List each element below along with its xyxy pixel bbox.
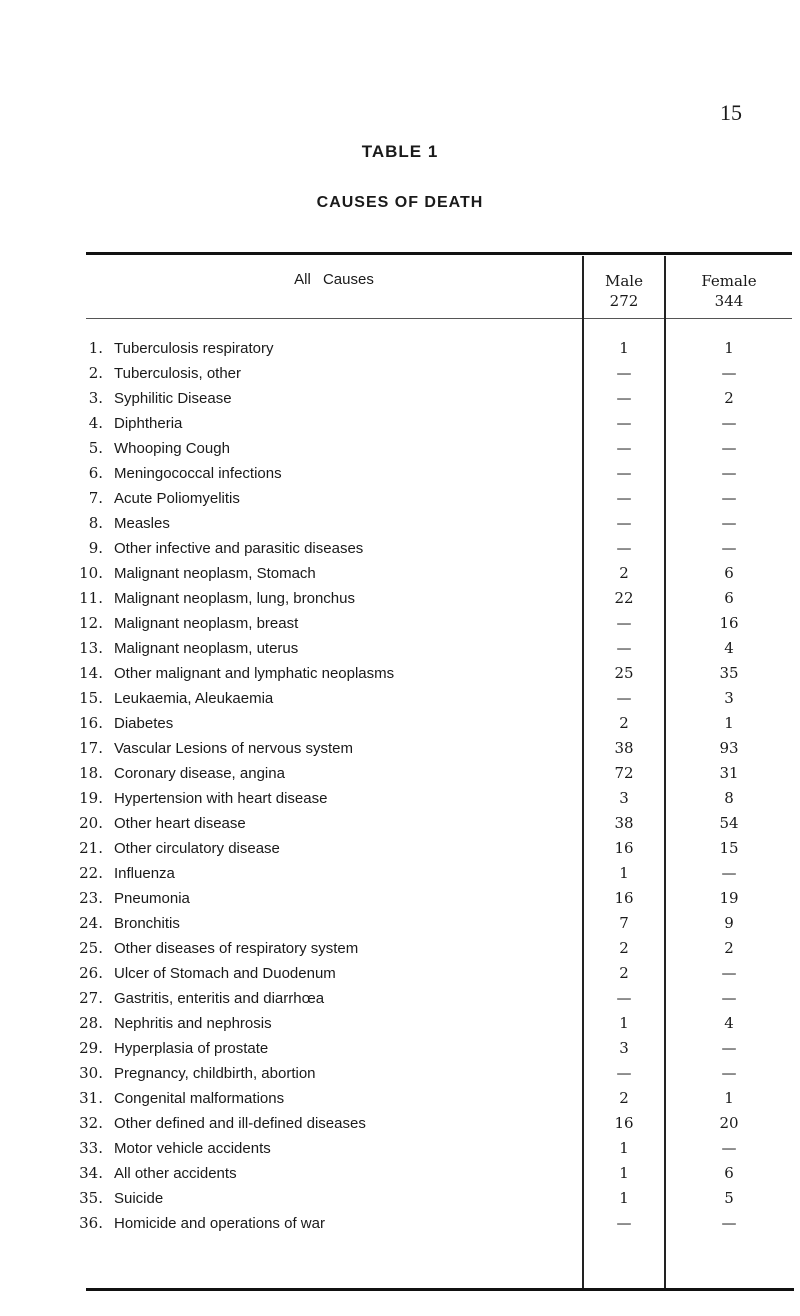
female-count: 6 xyxy=(724,1164,734,1182)
cause-label: Other diseases of respiratory system xyxy=(114,940,362,957)
cause-cell xyxy=(114,1036,574,1061)
table-row xyxy=(0,386,800,411)
cause-cell xyxy=(114,961,574,986)
table-row xyxy=(0,536,800,561)
table-row xyxy=(0,686,800,711)
male-count: — xyxy=(616,989,632,1007)
table-row xyxy=(0,661,800,686)
table-row xyxy=(0,1136,800,1161)
cause-label: Whooping Cough xyxy=(114,440,234,457)
male-count: 38 xyxy=(614,739,634,757)
cause-cell xyxy=(114,1111,574,1136)
cause-cell xyxy=(114,436,574,461)
row-number: 10. xyxy=(79,564,103,582)
cause-label: Malignant neoplasm, breast xyxy=(114,615,302,632)
row-number: 30. xyxy=(79,1064,103,1082)
row-number: 5. xyxy=(88,439,103,457)
cause-cell xyxy=(114,836,574,861)
female-count: 6 xyxy=(724,564,734,582)
table-row xyxy=(0,711,800,736)
female-count: — xyxy=(721,514,737,532)
table-row xyxy=(0,986,800,1011)
male-count: — xyxy=(616,464,632,482)
cause-cell xyxy=(114,911,574,936)
row-number: 16. xyxy=(79,714,103,732)
female-count: — xyxy=(721,864,737,882)
male-count: 16 xyxy=(614,1114,634,1132)
cause-cell xyxy=(114,486,574,511)
cause-label: Malignant neoplasm, lung, bronchus xyxy=(114,590,359,607)
cause-label: Tuberculosis, other xyxy=(114,365,245,382)
male-count: 16 xyxy=(614,839,634,857)
header-underline-male xyxy=(584,318,664,319)
row-number: 14. xyxy=(79,664,103,682)
table-row xyxy=(0,811,800,836)
cause-cell xyxy=(114,1011,574,1036)
male-count: 22 xyxy=(614,589,634,607)
cause-cell xyxy=(114,636,574,661)
cause-cell xyxy=(114,1136,574,1161)
female-total: 344 xyxy=(714,292,744,310)
male-count: — xyxy=(616,414,632,432)
female-count: 5 xyxy=(724,1189,734,1207)
cause-cell xyxy=(114,1211,574,1236)
male-count: 1 xyxy=(619,1014,629,1032)
cause-cell xyxy=(114,1086,574,1111)
cause-label: Other heart disease xyxy=(114,815,250,832)
cause-label: Other defined and ill-defined diseases xyxy=(114,1115,370,1132)
female-count: 3 xyxy=(724,689,734,707)
row-number: 8. xyxy=(88,514,103,532)
cause-cell xyxy=(114,661,574,686)
female-count: 35 xyxy=(719,664,739,682)
female-count: — xyxy=(721,539,737,557)
cause-cell xyxy=(114,686,574,711)
row-number: 34. xyxy=(79,1164,103,1182)
male-count: — xyxy=(616,439,632,457)
cause-cell xyxy=(114,886,574,911)
female-count: — xyxy=(721,1064,737,1082)
table-row xyxy=(0,1011,800,1036)
row-number: 2. xyxy=(88,364,103,382)
cause-label: Nephritis and nephrosis xyxy=(114,1015,276,1032)
male-count: — xyxy=(616,689,632,707)
cause-cell xyxy=(114,361,574,386)
row-number: 15. xyxy=(79,689,103,707)
cause-label: Diabetes xyxy=(114,715,177,732)
cause-cell xyxy=(114,1061,574,1086)
male-count: 1 xyxy=(619,1189,629,1207)
table-row xyxy=(0,911,800,936)
table-row xyxy=(0,736,800,761)
female-count: 54 xyxy=(719,814,739,832)
row-number: 26. xyxy=(79,964,103,982)
cause-label: Suicide xyxy=(114,1190,167,1207)
male-count: — xyxy=(616,514,632,532)
cause-label: Tuberculosis respiratory xyxy=(114,340,278,357)
cause-label: Gastritis, enteritis and diarrhœa xyxy=(114,990,328,1007)
female-count: — xyxy=(721,439,737,457)
cause-label: Leukaemia, Aleukaemia xyxy=(114,690,277,707)
female-header-label: Female xyxy=(701,272,757,290)
table-row xyxy=(0,1036,800,1061)
all-causes-header: All Causes xyxy=(294,271,374,288)
row-number: 4. xyxy=(88,414,103,432)
table-row xyxy=(0,486,800,511)
cause-label: Other circulatory disease xyxy=(114,840,284,857)
cause-label: Influenza xyxy=(114,865,179,882)
cause-cell xyxy=(114,1161,574,1186)
row-number: 3. xyxy=(88,389,103,407)
female-count: — xyxy=(721,1214,737,1232)
row-number: 36. xyxy=(79,1214,103,1232)
cause-label: Pregnancy, childbirth, abortion xyxy=(114,1065,320,1082)
male-header xyxy=(584,271,664,311)
cause-cell xyxy=(114,411,574,436)
cause-cell xyxy=(114,1186,574,1211)
row-number: 19. xyxy=(79,789,103,807)
table-row xyxy=(0,836,800,861)
table-subtitle: CAUSES OF DEATH xyxy=(316,194,484,211)
table-row xyxy=(0,611,800,636)
male-count: 1 xyxy=(619,1164,629,1182)
row-number: 11. xyxy=(79,589,103,607)
table-row xyxy=(0,586,800,611)
cause-cell xyxy=(114,986,574,1011)
row-number: 17. xyxy=(79,739,103,757)
cause-cell xyxy=(114,811,574,836)
female-count: — xyxy=(721,989,737,1007)
female-count: 4 xyxy=(724,639,734,657)
row-number: 18. xyxy=(79,764,103,782)
cause-cell xyxy=(114,786,574,811)
male-count: 25 xyxy=(614,664,634,682)
row-number: 20. xyxy=(79,814,103,832)
female-count: 2 xyxy=(724,939,734,957)
table-row xyxy=(0,1186,800,1211)
female-count: 1 xyxy=(724,1089,734,1107)
row-number: 29. xyxy=(79,1039,103,1057)
cause-label: Other infective and parasitic diseases xyxy=(114,540,367,557)
row-number: 13. xyxy=(79,639,103,657)
male-count: 38 xyxy=(614,814,634,832)
cause-cell xyxy=(114,336,574,361)
cause-label: Bronchitis xyxy=(114,915,184,932)
male-header-label: Male xyxy=(605,272,643,290)
male-count: — xyxy=(616,364,632,382)
table-row xyxy=(0,961,800,986)
table-row xyxy=(0,1211,800,1236)
row-number: 1. xyxy=(88,339,103,357)
row-number: 32. xyxy=(79,1114,103,1132)
row-number: 28. xyxy=(79,1014,103,1032)
female-count: 8 xyxy=(724,789,734,807)
cause-cell xyxy=(114,861,574,886)
male-count: — xyxy=(616,1064,632,1082)
table-row xyxy=(0,361,800,386)
row-number: 23. xyxy=(79,889,103,907)
male-count: 72 xyxy=(614,764,634,782)
cause-label: Malignant neoplasm, Stomach xyxy=(114,565,320,582)
cause-label: All other accidents xyxy=(114,1165,241,1182)
female-count: 20 xyxy=(719,1114,739,1132)
cause-label: Meningococcal infections xyxy=(114,465,286,482)
table-row xyxy=(0,1086,800,1111)
cause-label: Hyperplasia of prostate xyxy=(114,1040,272,1057)
cause-label: Measles xyxy=(114,515,174,532)
table-row xyxy=(0,861,800,886)
female-count: — xyxy=(721,964,737,982)
male-count: 3 xyxy=(619,789,629,807)
male-count: 2 xyxy=(619,939,629,957)
table-row xyxy=(0,336,800,361)
table-row xyxy=(0,1061,800,1086)
row-number: 25. xyxy=(79,939,103,957)
female-count: 4 xyxy=(724,1014,734,1032)
table-row xyxy=(0,436,800,461)
male-count: — xyxy=(616,539,632,557)
female-count: — xyxy=(721,1039,737,1057)
male-count: 1 xyxy=(619,339,629,357)
male-count: 2 xyxy=(619,964,629,982)
female-count: 6 xyxy=(724,589,734,607)
page-number: 15 xyxy=(720,100,742,125)
male-count: — xyxy=(616,614,632,632)
female-count: — xyxy=(721,489,737,507)
cause-label: Hypertension with heart disease xyxy=(114,790,331,807)
row-number: 35. xyxy=(79,1189,103,1207)
male-count: 3 xyxy=(619,1039,629,1057)
cause-cell xyxy=(114,536,574,561)
cause-label: Syphilitic Disease xyxy=(114,390,236,407)
table-row xyxy=(0,511,800,536)
female-count: — xyxy=(721,364,737,382)
header-underline-female xyxy=(666,318,792,319)
cause-label: Coronary disease, angina xyxy=(114,765,289,782)
row-number: 6. xyxy=(88,464,103,482)
table-row xyxy=(0,1161,800,1186)
table-row xyxy=(0,936,800,961)
cause-cell xyxy=(114,611,574,636)
cause-cell xyxy=(114,461,574,486)
row-number: 24. xyxy=(79,914,103,932)
female-count: 19 xyxy=(719,889,739,907)
row-number: 7. xyxy=(88,489,103,507)
row-number: 22. xyxy=(79,864,103,882)
cause-label: Other malignant and lymphatic neoplasms xyxy=(114,665,398,682)
cause-cell xyxy=(114,936,574,961)
header-underline-causes xyxy=(86,318,582,319)
cause-cell xyxy=(114,561,574,586)
cause-cell xyxy=(114,586,574,611)
female-count: 9 xyxy=(724,914,734,932)
female-count: 16 xyxy=(719,614,739,632)
cause-cell xyxy=(114,761,574,786)
table-row xyxy=(0,786,800,811)
male-count: 2 xyxy=(619,714,629,732)
female-count: 93 xyxy=(719,739,739,757)
cause-label: Pneumonia xyxy=(114,890,194,907)
table-top-rule xyxy=(86,252,792,255)
male-count: 2 xyxy=(619,564,629,582)
female-count: 31 xyxy=(719,764,739,782)
cause-label: Vascular Lesions of nervous system xyxy=(114,740,357,757)
male-count: — xyxy=(616,1214,632,1232)
row-number: 9. xyxy=(88,539,103,557)
female-count: — xyxy=(721,464,737,482)
female-count: 1 xyxy=(724,339,734,357)
female-count: 2 xyxy=(724,389,734,407)
cause-label: Homicide and operations of war xyxy=(114,1215,329,1232)
table-title: TABLE 1 xyxy=(361,142,439,161)
female-count: — xyxy=(721,1139,737,1157)
table-row xyxy=(0,461,800,486)
male-count: 1 xyxy=(619,1139,629,1157)
male-count: 2 xyxy=(619,1089,629,1107)
table-row xyxy=(0,761,800,786)
table-row xyxy=(0,561,800,586)
table-row xyxy=(0,411,800,436)
male-count: 16 xyxy=(614,889,634,907)
cause-label: Motor vehicle accidents xyxy=(114,1140,275,1157)
table-row xyxy=(0,886,800,911)
male-total: 272 xyxy=(609,292,639,310)
female-count: — xyxy=(721,414,737,432)
female-count: 1 xyxy=(724,714,734,732)
cause-cell xyxy=(114,711,574,736)
male-count: — xyxy=(616,389,632,407)
row-number: 27. xyxy=(79,989,103,1007)
row-number: 12. xyxy=(79,614,103,632)
male-count: — xyxy=(616,489,632,507)
cause-label: Ulcer of Stomach and Duodenum xyxy=(114,965,340,982)
cause-label: Diphtheria xyxy=(114,415,186,432)
table-bottom-rule xyxy=(86,1288,794,1291)
table-row xyxy=(0,1111,800,1136)
row-number: 33. xyxy=(79,1139,103,1157)
table-row xyxy=(0,636,800,661)
male-count: 1 xyxy=(619,864,629,882)
cause-label: Congenital malformations xyxy=(114,1090,288,1107)
cause-label: Acute Poliomyelitis xyxy=(114,490,244,507)
row-number: 21. xyxy=(79,839,103,857)
cause-label: Malignant neoplasm, uterus xyxy=(114,640,302,657)
causes-table-body xyxy=(0,336,800,1236)
row-number: 31. xyxy=(79,1089,103,1107)
female-count: 15 xyxy=(719,839,739,857)
male-count: — xyxy=(616,639,632,657)
male-count: 7 xyxy=(619,914,629,932)
cause-cell xyxy=(114,386,574,411)
cause-cell xyxy=(114,736,574,761)
cause-cell xyxy=(114,511,574,536)
female-header xyxy=(666,271,792,311)
